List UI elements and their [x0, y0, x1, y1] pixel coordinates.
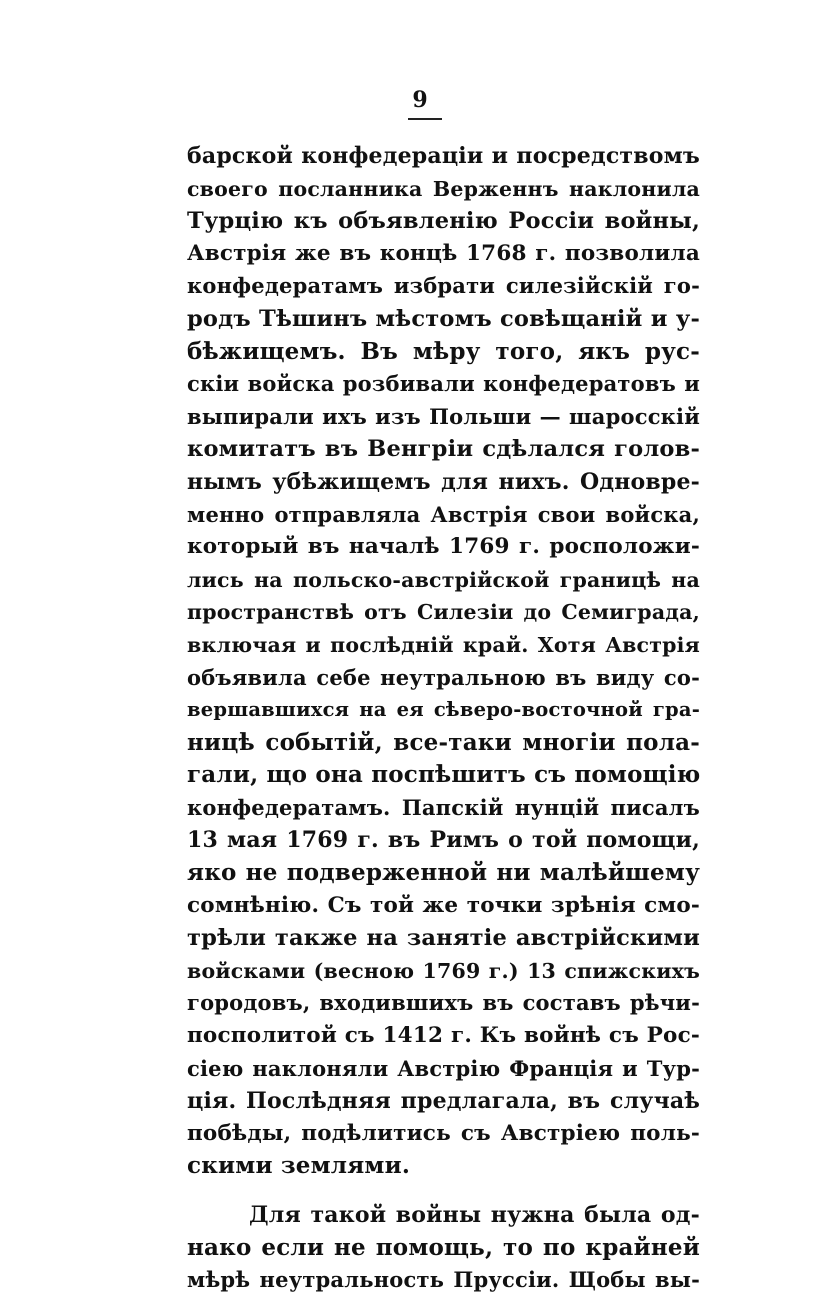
paragraph-gap: [187, 1183, 700, 1199]
text-line: ція. Послѣдняя предлагала, въ случаѣ: [187, 1088, 700, 1115]
page-number: 9: [412, 87, 428, 113]
text-line: своего посланника Верженнъ наклонила: [187, 176, 700, 201]
text-line: барской конфедераціи и посредствомъ: [187, 143, 700, 169]
text-line: ницѣ событій, все-таки многіи пола-: [187, 728, 700, 756]
text-line: мѣрѣ неутральность Пруссіи. Щобы вы-: [187, 1267, 700, 1293]
text-line: нымъ убѣжищемъ для нихъ. Одновре-: [187, 468, 700, 495]
paragraph-1: [187, 140, 700, 1183]
text-line: Для такой войны нужна была од-: [249, 1202, 700, 1228]
paragraph-2: [187, 1199, 700, 1297]
text-line: гали, що она поспѣшитъ съ помощію: [187, 761, 700, 789]
text-line: посполитой съ 1412 г. Къ войнѣ съ Рос-: [187, 1023, 700, 1049]
text-line: сомнѣнію. Съ той же точки зрѣнія смо-: [187, 892, 700, 918]
text-line: объявила себе неутральною въ виду со-: [187, 664, 700, 690]
text-line: Австрія же въ концѣ 1768 г. позволила: [187, 240, 700, 266]
text-line: городовъ, входившихъ въ составъ рѣчи-: [187, 990, 700, 1016]
text-line: бѣжищемъ. Въ мѣру того, якъ рус-: [187, 337, 700, 365]
text-line: конфедератамъ избрати силезійскій го-: [187, 273, 700, 299]
text-line: сіею наклоняли Австрію Франція и Тур-: [187, 1055, 700, 1081]
text-line: включая и послѣдній край. Хотя Австрія: [187, 632, 700, 657]
text-line: Турцію къ объявленію Россіи войны,: [187, 208, 700, 235]
text-line: вершавшихся на ея сѣверо-восточной гра-: [187, 698, 700, 722]
text-line: комитатъ въ Венгріи сдѣлался голов-: [187, 436, 700, 463]
text-line: нако если не помощь, то по крайней: [187, 1233, 700, 1261]
text-line: 13 мая 1769 г. въ Римъ о той помощи,: [187, 827, 700, 854]
page-number-rule: [408, 118, 442, 120]
text-line: лись на польско-австрійской границѣ на: [187, 567, 700, 592]
text-line: побѣды, подѣлитись съ Австріею поль-: [187, 1120, 700, 1146]
text-line: скими землями.: [187, 1152, 411, 1180]
text-line: войсками (весною 1769 г.) 13 спижскихъ: [187, 958, 700, 983]
text-line: родъ Тѣшинъ мѣстомъ совѣщаній и у-: [187, 305, 700, 332]
text-line: который въ началѣ 1769 г. росположи-: [187, 534, 700, 560]
text-line: яко не подверженной ни малѣйшему: [187, 859, 700, 887]
text-line: пространствѣ отъ Силезіи до Семиграда,: [187, 600, 700, 625]
text-line: скіи войска розбивали конфедератовъ и: [187, 371, 700, 397]
body-text: [187, 140, 700, 1297]
text-line: трѣли также на занятіе австрійскими: [187, 925, 700, 952]
text-line: выпирали ихъ изъ Польши — шаросскій: [187, 403, 700, 429]
text-line: менно отправляла Австрія свои войска,: [187, 501, 700, 527]
text-line: конфедератамъ. Папскій нунцій писалъ: [187, 794, 700, 820]
